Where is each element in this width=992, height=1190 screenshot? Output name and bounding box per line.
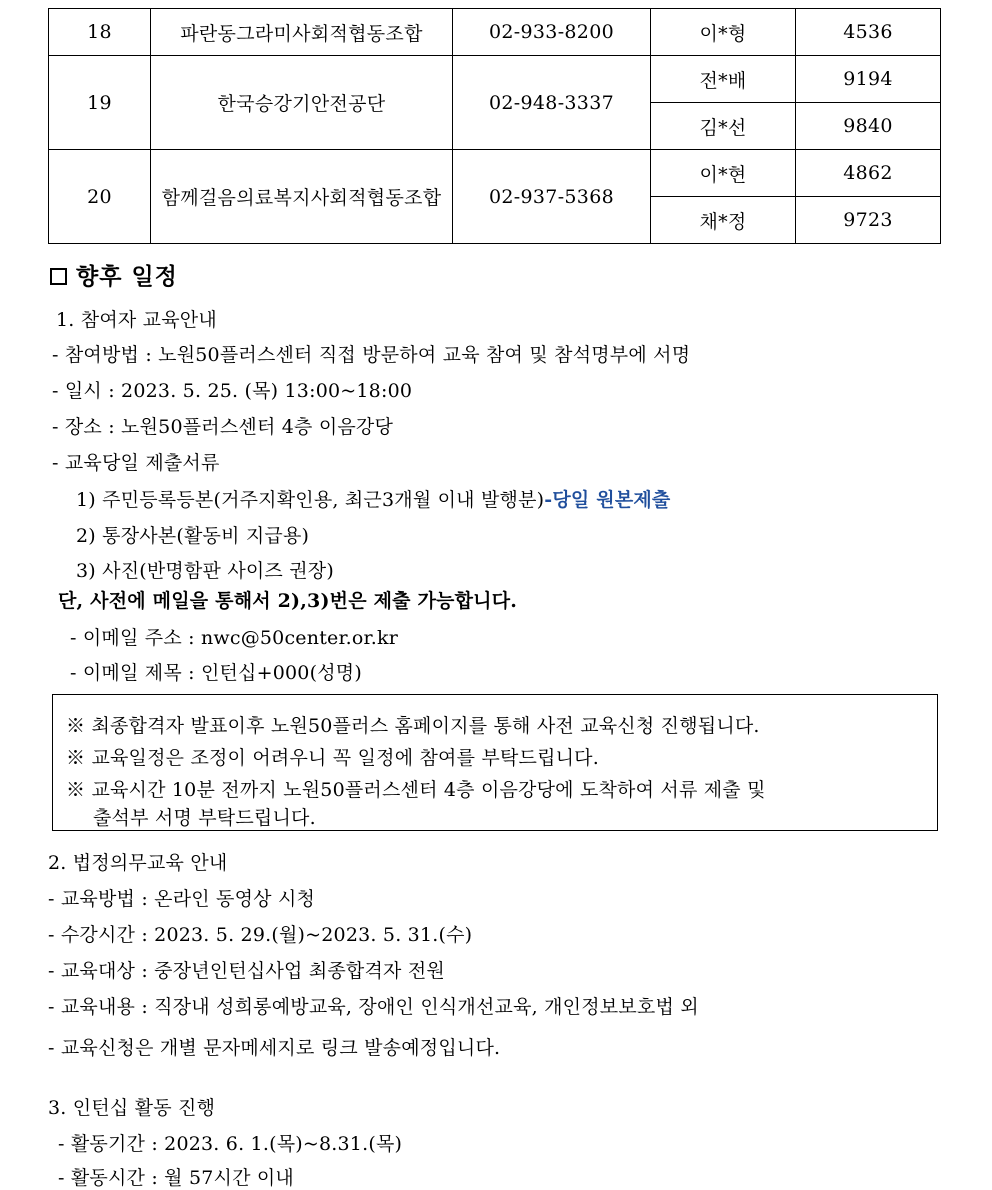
section1-item-documents-label: - 교육당일 제출서류	[52, 452, 220, 474]
section-heading-label: 향후 일정	[76, 263, 178, 290]
section3-item-period: - 활동기간 : 2023. 6. 1.(목)~8.31.(목)	[58, 1133, 403, 1155]
section1-email-subject: - 이메일 제목 : 인턴십+000(성명)	[70, 662, 362, 684]
section1-email-address: - 이메일 주소 : nwc@50center.or.kr	[70, 627, 398, 649]
person-name-cell: 김*선	[651, 103, 796, 150]
section1-document-1-text: 1) 주민등록등본(거주지확인용, 최근3개월 이내 발행분)	[76, 489, 545, 511]
person-code-cell: 9194	[796, 56, 941, 103]
hollow-square-icon	[50, 268, 67, 285]
participant-roster-table	[48, 8, 940, 244]
section1-item-method: - 참여방법 : 노원50플러스센터 직접 방문하여 교육 참여 및 참석명부에 서명	[52, 344, 691, 366]
section1-title: 1. 참여자 교육안내	[56, 309, 217, 331]
person-name-cell: 이*현	[651, 150, 796, 197]
person-code-cell: 4862	[796, 150, 941, 197]
page-section-heading	[50, 258, 178, 291]
section2-item-content: - 교육내용 : 직장내 성희롱예방교육, 장애인 인식개선교육, 개인정보보호법 외	[48, 996, 699, 1018]
section1-document-2: 2) 통장사본(활동비 지급용)	[76, 525, 310, 547]
roster-table	[48, 8, 941, 244]
section1-document-1-emphasis: -당일 원본제출	[544, 489, 671, 511]
row-number-cell: 18	[49, 9, 151, 56]
notice-line-4: 출석부 서명 부탁드립니다.	[93, 807, 316, 829]
person-code-cell: 9840	[796, 103, 941, 150]
phone-cell: 02-948-3337	[453, 56, 651, 150]
section1-document-3: 3) 사진(반명함판 사이즈 권장)	[76, 560, 334, 582]
section2-title: 2. 법정의무교육 안내	[48, 852, 228, 874]
person-code-cell: 9723	[796, 197, 941, 244]
notice-line-3: ※ 교육시간 10분 전까지 노원50플러스센터 4층 이음강당에 도착하여 서류 제출 및	[66, 779, 766, 801]
section2-item-target: - 교육대상 : 중장년인턴십사업 최종합격자 전원	[48, 960, 445, 982]
section3-item-hours: - 활동시간 : 월 57시간 이내	[58, 1167, 294, 1189]
org-name-cell: 한국승강기안전공단	[151, 56, 453, 150]
roster-table-body	[49, 9, 941, 244]
table-row	[49, 56, 941, 103]
section2-item-method: - 교육방법 : 온라인 동영상 시청	[48, 888, 316, 910]
row-number-cell: 20	[49, 150, 151, 244]
row-number-cell: 19	[49, 56, 151, 150]
person-name-cell: 이*형	[651, 9, 796, 56]
table-row	[49, 9, 941, 56]
section1-document-1	[76, 490, 670, 511]
notice-line-2: ※ 교육일정은 조정이 어려우니 꼭 일정에 참여를 부탁드립니다.	[66, 747, 599, 769]
section1-item-location: - 장소 : 노원50플러스센터 4층 이음강당	[52, 416, 394, 438]
person-name-cell: 전*배	[651, 56, 796, 103]
phone-cell: 02-933-8200	[453, 9, 651, 56]
section3-title: 3. 인턴십 활동 진행	[48, 1097, 216, 1119]
section1-item-datetime: - 일시 : 2023. 5. 25. (목) 13:00~18:00	[52, 380, 413, 402]
table-row	[49, 150, 941, 197]
notice-box	[52, 694, 938, 831]
org-name-cell: 함께걸음의료복지사회적협동조합	[151, 150, 453, 244]
notice-line-1: ※ 최종합격자 발표이후 노원50플러스 홈페이지를 통해 사전 교육신청 진행됩니다.	[66, 715, 760, 737]
phone-cell: 02-937-5368	[453, 150, 651, 244]
section2-item-application: - 교육신청은 개별 문자메세지로 링크 발송예정입니다.	[48, 1037, 501, 1059]
section1-note-bold: 단, 사전에 메일을 통해서 2),3)번은 제출 가능합니다.	[58, 590, 518, 612]
person-code-cell: 4536	[796, 9, 941, 56]
section2-item-period: - 수강시간 : 2023. 5. 29.(월)~2023. 5. 31.(수)	[48, 924, 473, 946]
person-name-cell: 채*정	[651, 197, 796, 244]
org-name-cell: 파란동그라미사회적협동조합	[151, 9, 453, 56]
